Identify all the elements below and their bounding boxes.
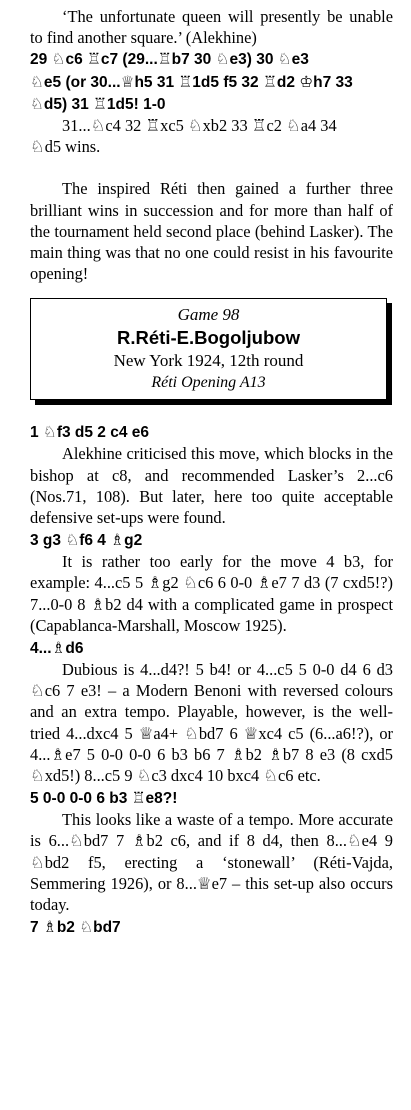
- move-line: ♘d5) 31 ♖1d5! 1-0: [30, 95, 166, 113]
- move-line: ♘e5 (or 30...♕h5 31 ♖1d5 f5 32 ♖d2 ♔h7 33: [30, 73, 353, 91]
- commentary-paragraph: Alekhine criticised this move, which blocks in the bishop at c8, and recommended Lasker’s 2...c6 (Nos.71, 108). But later, here too quite acceptable defensive set-ups were found.: [30, 444, 393, 528]
- move-header: 4...♗d6: [30, 640, 84, 658]
- commentary-paragraph: The inspired Réti then gained a further three brilliant wins in succession and for more than half of the tournament held second place (behind Lasker). The main thing was that no one could resist in his favourite opening!: [30, 179, 393, 284]
- commentary-paragraph: It is rather too early for the move 4 b3, for example: 4...c5 5 ♗g2 ♘c6 6 0-0 ♗e7 7 d3 (7 cxd5!?) 7...0-0 8 ♗b2 d4 with a complicated game in prospect (Capablanca-Marshall, Moscow 1925).: [30, 552, 393, 635]
- move-header: 3 g3 ♘f6 4 ♗g2: [30, 532, 143, 550]
- game-event: New York 1924, 12th round: [113, 351, 304, 371]
- game-header-box: [30, 298, 387, 400]
- game-number: Game 98: [177, 305, 240, 325]
- alekhine-quote: ‘The unfortunate queen will presently be unable to find another square.’ (Alekhine): [30, 7, 393, 48]
- move-header: 5 0-0 0-0 6 b3 ♖e8?!: [30, 790, 178, 808]
- commentary-paragraph: Dubious is 4...d4?! 5 b4! or 4...c5 5 0-0 d4 6 d3 ♘c6 7 e3! – a Modern Benoni with reversed colours and an extra tempo. Playable, however, is the well-tried 4...dxc4 5 ♕a4+ ♘bd7 6 ♕xc4 c5 (6...a6!?), or 4...♗e7 5 0-0 0-0 6 b3 b6 7 ♗b2 ♗b7 8 e3 (8 cxd5 ♘xd5!) 8...c5 9 ♘c3 dxc4 10 bxc4 ♘c6 etc.: [30, 660, 393, 786]
- move-header: 1 ♘f3 d5 2 c4 e6: [30, 424, 150, 442]
- game-players: R.Réti-E.Bogoljubow: [117, 327, 300, 349]
- variation-line: ♘d5 wins.: [30, 137, 101, 157]
- variation-line: 31...♘c4 32 ♖xc5 ♘xb2 33 ♖c2 ♘a4 34: [62, 116, 337, 136]
- commentary-paragraph: This looks like a waste of a tempo. More accurate is 6...♘bd7 7 ♗b2 c6, and if 8 d4, then 8...♘e4 9 ♘bd2 f5, erecting a ‘stonewall’ (Réti-Vajda, Semmering 1926), or 8...♕e7 – this set-up also occurs today.: [30, 810, 393, 915]
- move-line: 29 ♘c6 ♖c7 (29...♖b7 30 ♘e3) 30 ♘e3: [30, 51, 309, 69]
- move-header: 7 ♗b2 ♘bd7: [30, 919, 121, 937]
- game-opening: Réti Opening A13: [151, 374, 266, 392]
